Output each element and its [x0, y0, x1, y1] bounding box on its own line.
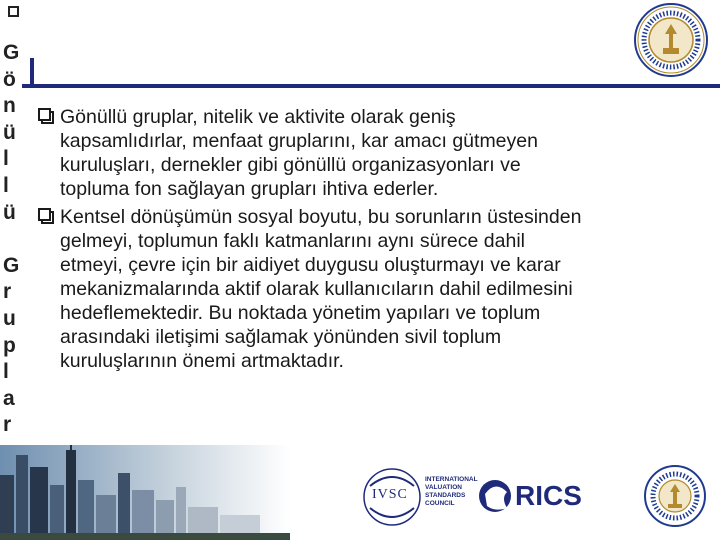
paragraph-line: Kentsel dönüşümün sosyal boyutu, bu sorunların üstesinden [60, 206, 582, 228]
title-letter: ü [3, 120, 16, 144]
bullet-paragraph [38, 205, 708, 373]
vertical-slide-title [3, 40, 27, 439]
paragraph-line: gelmeyi, toplumun faklı katmanlarını aynı sürece dahil [60, 230, 525, 252]
title-letter: r [3, 280, 12, 304]
paragraph-line: mekanizmalarında aktif olarak kullanıcıların dahil edilmesini [60, 278, 573, 300]
bullet-paragraph [38, 105, 708, 201]
title-letter: l [3, 173, 9, 197]
title-letter: ü [3, 200, 16, 224]
title-letter: p [3, 333, 16, 357]
paragraph-line: etmeyi, çevre için bir aidiyet duygusu oluşturmayı ve karar [60, 254, 561, 276]
ivsc-caption-line: STANDARDS [425, 492, 466, 499]
paragraph-line: Gönüllü gruplar, nitelik ve aktivite olarak geniş [60, 106, 456, 128]
title-letter: G [3, 253, 20, 277]
checkbox-bullet-icon [38, 208, 55, 225]
paragraph-line: kuruluşları, dernekler gibi gönüllü organizasyonları ve [60, 154, 521, 176]
ivsc-logo-text: IVSC [372, 487, 408, 502]
ivsc-caption [425, 476, 478, 508]
paragraph-line: hedeflemektedir. Bu noktada yönetim yapıları ve toplum [60, 302, 541, 324]
header-divider-tick [30, 58, 34, 86]
title-letter: r [3, 413, 12, 437]
rics-logo-text: RICS [515, 480, 582, 511]
checkbox-bullet-icon [38, 108, 55, 125]
ivsc-caption-line: COUNCIL [425, 500, 455, 507]
header-divider-line [22, 84, 720, 88]
university-seal-logo [627, 2, 715, 78]
title-letter: a [3, 386, 15, 410]
ivsc-caption-line: VALUATION [425, 484, 462, 491]
paragraph-line: topluma fon sağlayan grupları ihtiva ederler. [60, 178, 439, 200]
paragraph-line: kapsamlıdırlar, menfaat gruplarını, kar amacı gütmeyen [60, 130, 538, 152]
title-letter: ö [3, 67, 16, 91]
title-letter: l [3, 360, 9, 384]
slide-body [38, 105, 708, 377]
title-letter: n [3, 94, 16, 118]
paragraph-line: kuruluşlarının önemi artmaktadır. [60, 350, 344, 372]
title-letter: G [3, 41, 20, 64]
ivsc-caption-line: INTERNATIONAL [425, 476, 478, 483]
city-skyline-image [0, 445, 290, 540]
slide-bullet-marker [8, 6, 19, 17]
title-letter: l [3, 147, 9, 171]
paragraph-line: arasındaki iletişimi sağlamak yönünden sivil toplum [60, 326, 502, 348]
partner-logos [355, 462, 720, 532]
title-gap [3, 226, 27, 253]
title-letter: u [3, 306, 16, 330]
